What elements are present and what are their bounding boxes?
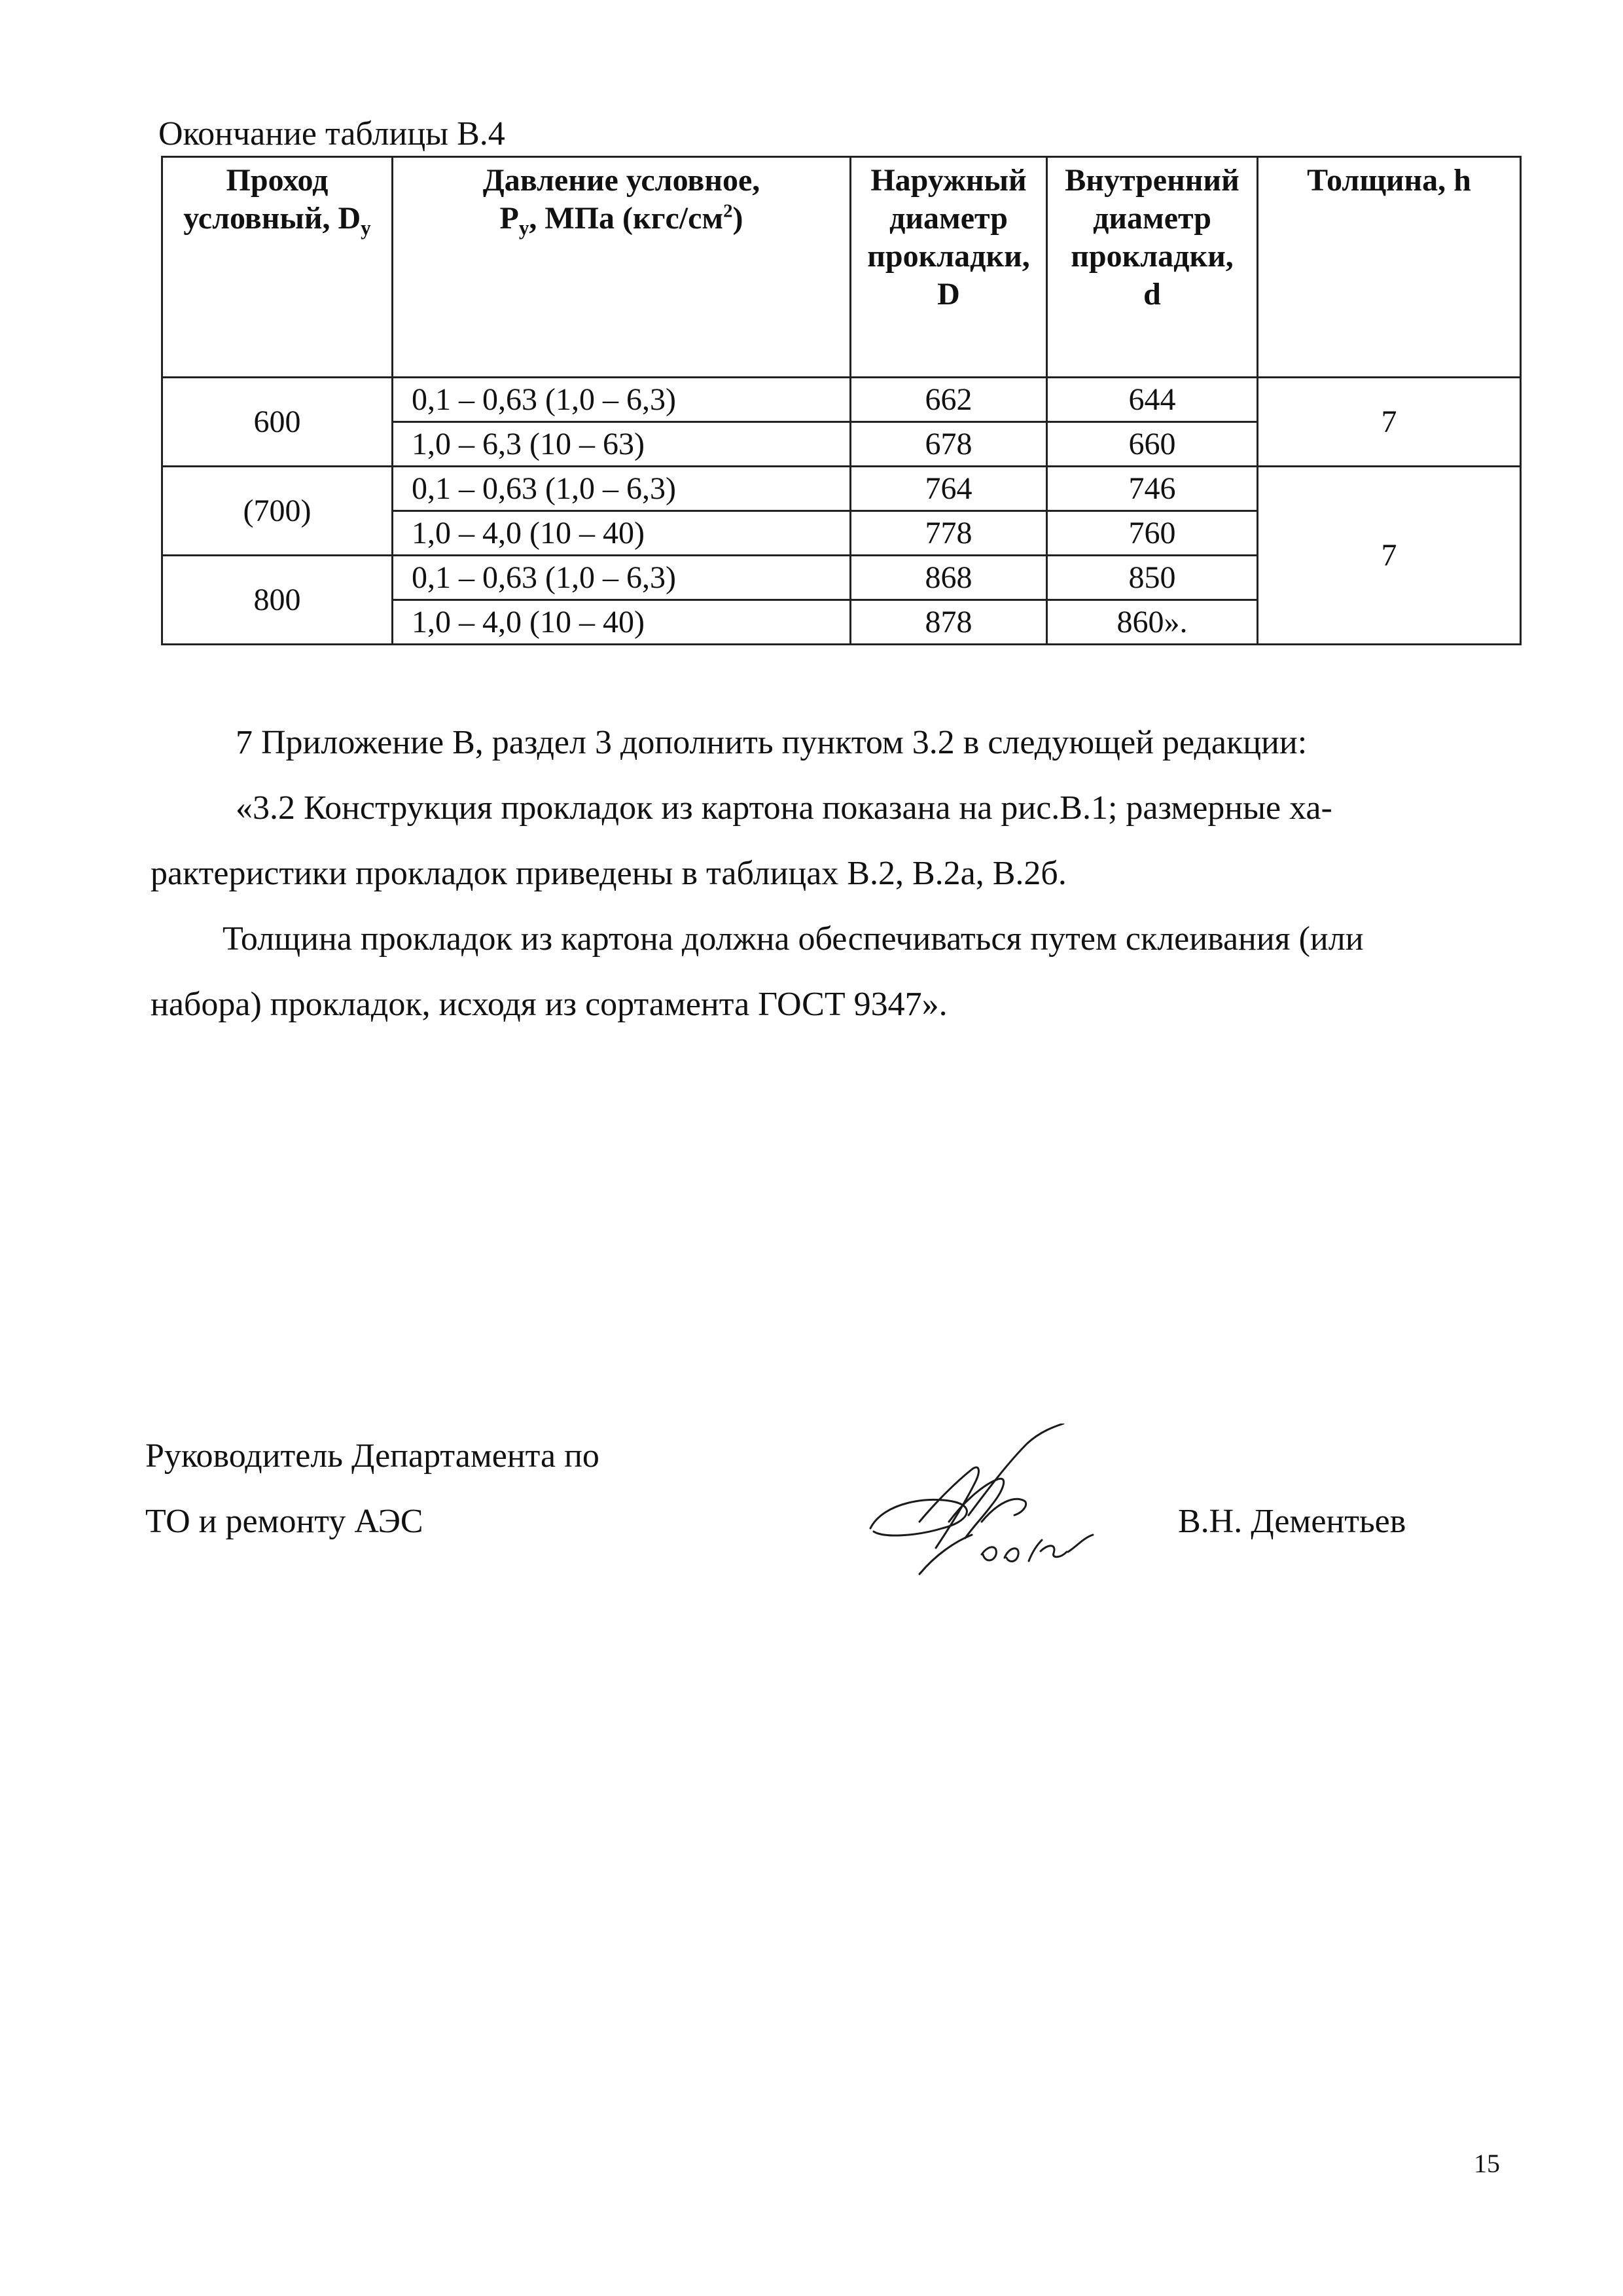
table-row	[162, 378, 1521, 422]
signatory-name: В.Н. Дементьев	[1178, 1503, 1406, 1540]
signatory-position: ТО и ремонту АЭС	[145, 1503, 423, 1540]
thickness-cell: 7	[1258, 378, 1521, 467]
handwritten-signature	[857, 1424, 1132, 1587]
amendment-paragraph-line: «3.2 Конструкция прокладок из картона показана на рис.В.1; размерные ха-	[236, 789, 1332, 827]
outer-diameter-cell: 764	[851, 467, 1047, 511]
header-pressure: Давление условное, $P_у$, МПа $(кгс/см^2)$	[393, 157, 851, 378]
header-thickness: Толщина, h	[1258, 157, 1521, 378]
page-number: 15	[1474, 2149, 1500, 2178]
outer-diameter-cell: 662	[851, 378, 1047, 422]
inner-diameter-cell: 860».	[1047, 600, 1258, 645]
amendment-paragraph-line: 7 Приложение В, раздел 3 дополнить пунктом 3.2 в следующей редакции:	[236, 724, 1308, 761]
pressure-cell: 1,0 – 4,0 (10 – 40)	[393, 511, 851, 556]
pressure-cell: 0,1 – 0,63 (1,0 – 6,3)	[393, 378, 851, 422]
pressure-cell: 1,0 – 6,3 (10 – 63)	[393, 422, 851, 467]
outer-diameter-cell: 778	[851, 511, 1047, 556]
header-passage: Проход условный, $D_у$	[162, 157, 393, 378]
inner-diameter-cell: 760	[1047, 511, 1258, 556]
table-caption: Окончание таблицы В.4	[158, 115, 505, 152]
amendment-paragraph-line: рактеристики прокладок приведены в таблицах В.2, В.2а, В.2б.	[151, 855, 1067, 892]
outer-diameter-cell: 678	[851, 422, 1047, 467]
passage-cell: 800	[162, 556, 393, 645]
outer-diameter-cell: 878	[851, 600, 1047, 645]
amendment-paragraph-line: набора) прокладок, исходя из сортамента ГОСТ 9347».	[151, 986, 948, 1023]
thickness-cell: 7	[1258, 467, 1521, 645]
header-inner-diameter: Внутренний диаметр прокладки, d	[1047, 157, 1258, 378]
signatory-position: Руководитель Департамента по	[145, 1437, 599, 1475]
passage-cell: (700)	[162, 467, 393, 556]
inner-diameter-cell: 850	[1047, 556, 1258, 600]
outer-diameter-cell: 868	[851, 556, 1047, 600]
gasket-dimensions-table	[161, 156, 1522, 645]
header-outer-diameter: Наружный диаметр прокладки, D	[851, 157, 1047, 378]
table-header-row	[162, 157, 1521, 378]
pressure-cell: 1,0 – 4,0 (10 – 40)	[393, 600, 851, 645]
pressure-cell: 0,1 – 0,63 (1,0 – 6,3)	[393, 467, 851, 511]
amendment-paragraph-line: Толщина прокладок из картона должна обеспечиваться путем склеивания (или	[223, 920, 1364, 958]
inner-diameter-cell: 660	[1047, 422, 1258, 467]
inner-diameter-cell: 644	[1047, 378, 1258, 422]
table-row	[162, 467, 1521, 511]
passage-cell: 600	[162, 378, 393, 467]
inner-diameter-cell: 746	[1047, 467, 1258, 511]
pressure-cell: 0,1 – 0,63 (1,0 – 6,3)	[393, 556, 851, 600]
